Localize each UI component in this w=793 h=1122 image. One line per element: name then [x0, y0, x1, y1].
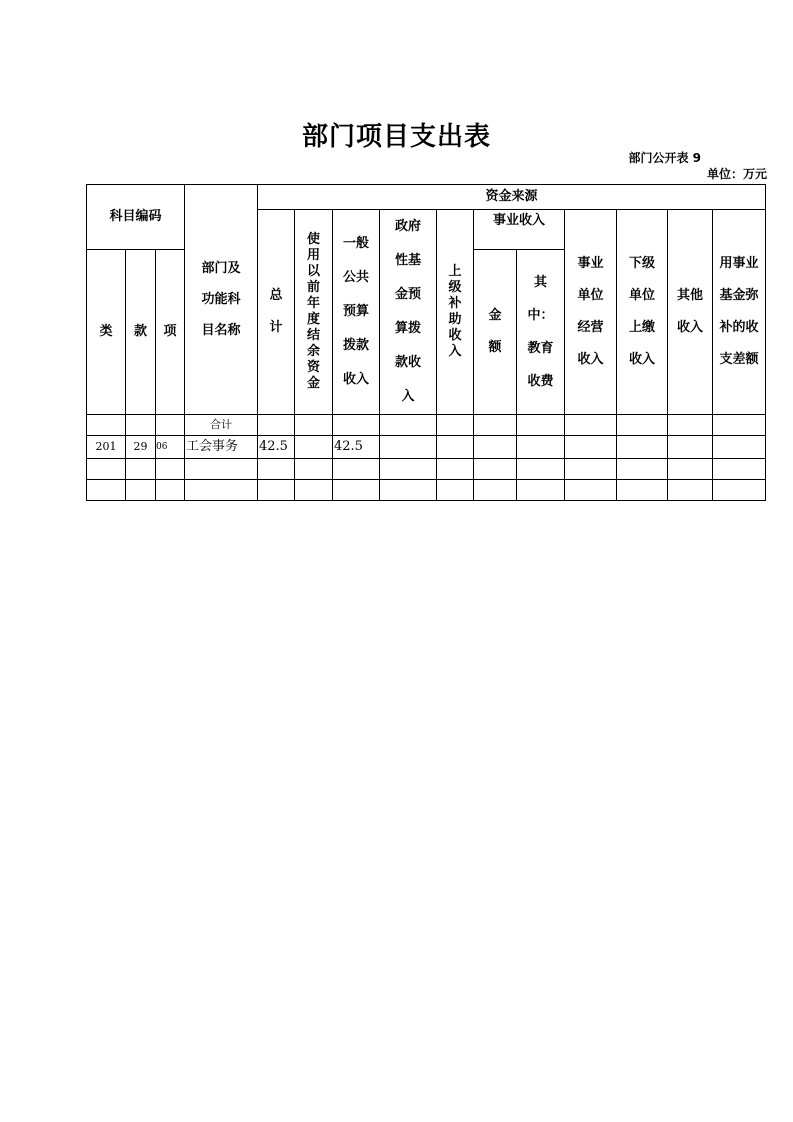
table-row: 201 29 06 工会事务 42.5 42.5 [87, 436, 766, 459]
header-other-income: 其他收入 [668, 210, 713, 415]
table-row [87, 415, 766, 436]
total-row-label: 合计 [185, 415, 258, 436]
header-lei: 类 [87, 249, 126, 414]
header-prior-balance: 使用以前年度结余资金 [295, 210, 333, 415]
header-xiang: 项 [156, 249, 185, 414]
header-general-budget: 一般公共预算拨款收入 [333, 210, 380, 415]
project-expenditure-table [86, 184, 766, 501]
unit-label: 单位：万元 [706, 167, 767, 181]
header-subsidy: 上级补助收入 [437, 210, 474, 415]
form-number: 部门公开表 9 [628, 151, 701, 165]
header-business-ops: 事业单位经营收入 [565, 210, 617, 415]
header-education-fee: 其中：教育收费 [517, 249, 565, 414]
header-business-income: 事业收入 [474, 210, 565, 250]
header-gov-fund: 政府性基金预算拨款收入 [380, 210, 437, 415]
header-code-group: 科目编码 [87, 185, 185, 250]
table-row [87, 480, 766, 501]
header-fund-offset: 用事业基金弥补的收支差额 [713, 210, 766, 415]
header-funding-group: 资金来源 [258, 185, 766, 210]
table-row [87, 459, 766, 480]
header-amount: 金额 [474, 249, 517, 414]
page-title: 部门项目支出表 [301, 122, 491, 152]
header-name: 部门及功能科目名称 [185, 185, 258, 415]
header-lower-level: 下级单位上缴收入 [617, 210, 668, 415]
header-kuan: 款 [126, 249, 156, 414]
header-total: 总计 [258, 210, 295, 415]
